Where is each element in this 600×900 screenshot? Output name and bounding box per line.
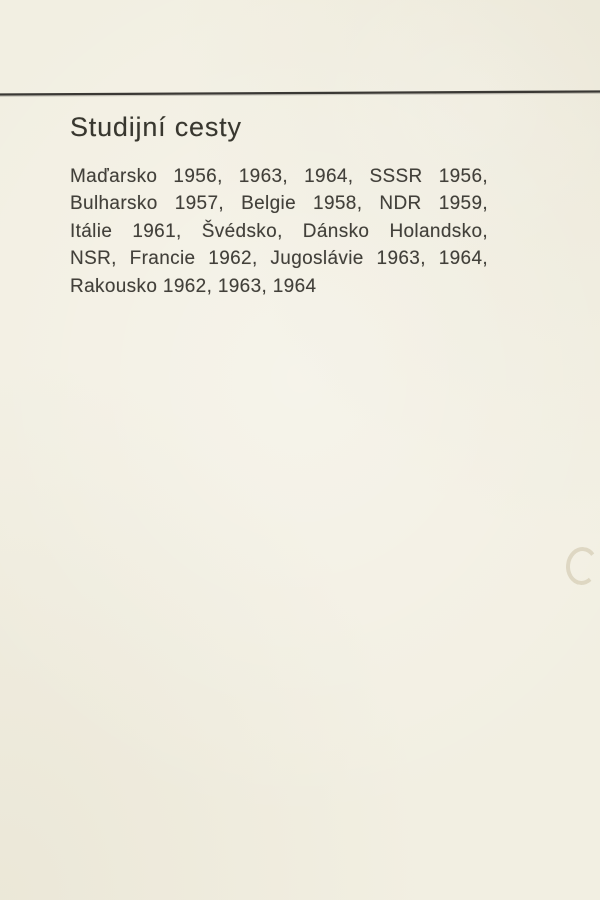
paragraph-line: Itálie 1961, Švédsko, Dánsko Holandsko, [70,220,488,242]
horizontal-rule [0,0,600,100]
study-trips-paragraph [70,163,488,300]
paragraph-line: Rakousko 1962, 1963, 1964 [70,275,317,297]
paragraph-line: Maďarsko 1956, 1963, 1964, SSSR 1956, [70,166,488,187]
paragraph-line: Bulharsko 1957, Belgie 1958, NDR 1959, [70,193,488,215]
page-title: Studijní cesty [70,112,242,142]
paragraph-line: NSR, Francie 1962, Jugoslávie 1963, 1964, [70,248,488,270]
